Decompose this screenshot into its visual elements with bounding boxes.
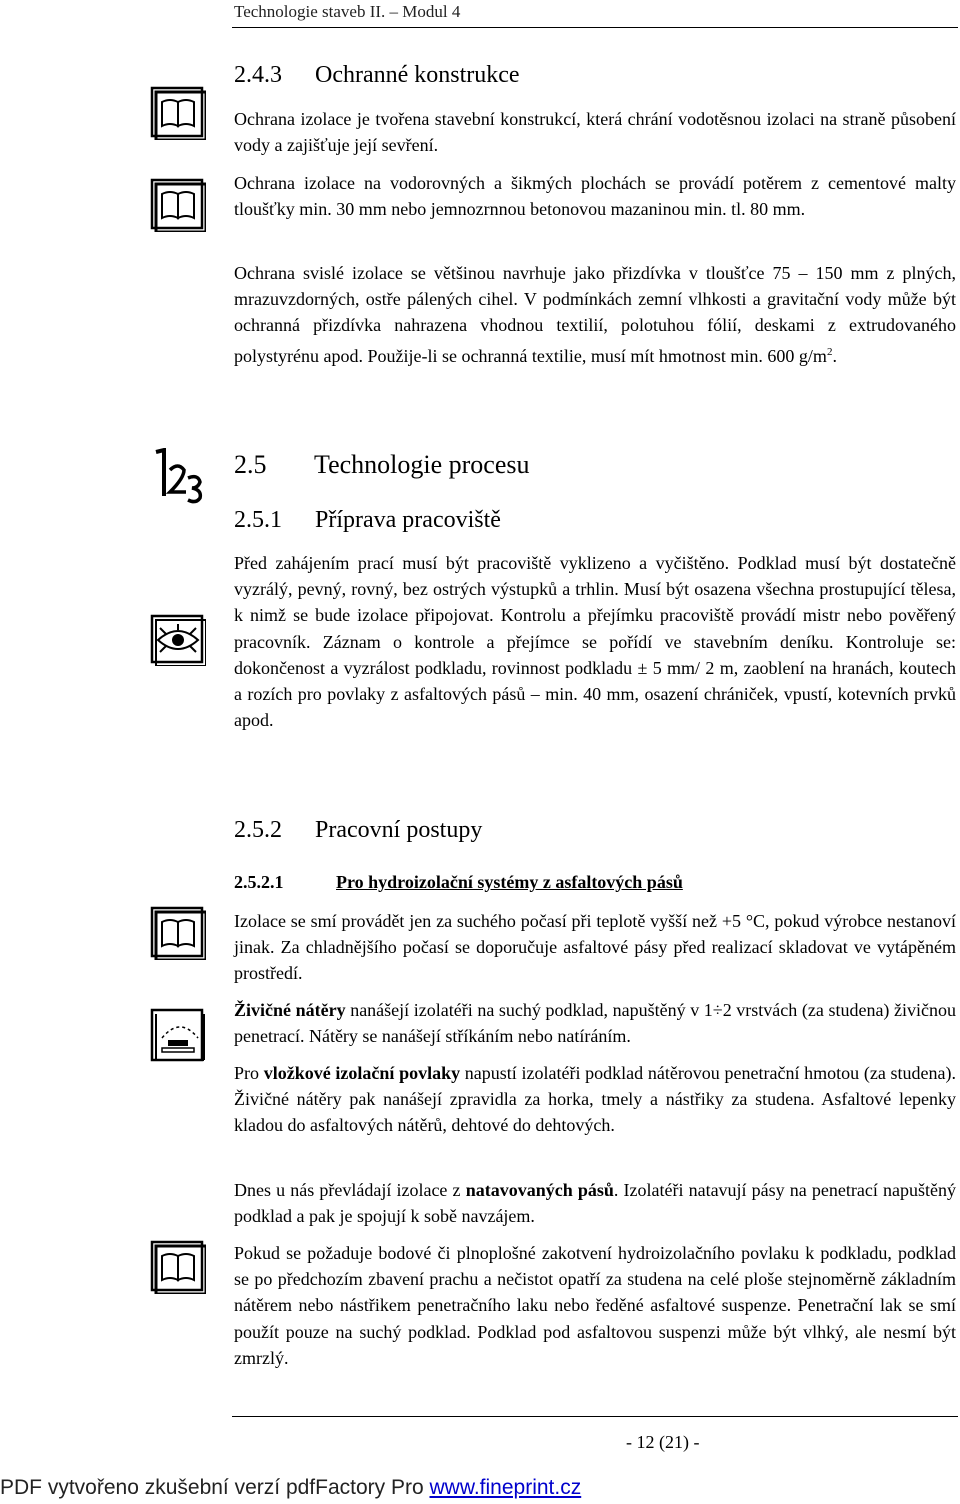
paragraph: Pokud se požaduje bodové či plnoplošné zakotvení hydroizolačního povlaku k podkladu, podklad se po předchozím zbavení prachu a nečistot opatří za studena na celé ploše stejnoměrně základním nátěrem nebo nástřikem penetračního laku nebo ředěné asfaltové suspenze. Penetrační lak se smí použít pouze na suchý podklad. Podklad pod asfaltovou suspenzi může být vlhký, ale nesmí být zmrzlý. xyxy=(234,1243,956,1368)
fineprint-link[interactable]: www.fineprint.cz xyxy=(429,1476,582,1499)
section-title: Technologie procesu xyxy=(314,450,530,479)
section-heading-2-5-1 xyxy=(234,507,501,534)
header-rule xyxy=(232,27,958,28)
footer-rule xyxy=(232,1416,958,1417)
work-layer-icon xyxy=(150,1008,206,1064)
book-icon xyxy=(150,178,206,232)
section-title: Ochranné konstrukce xyxy=(315,62,520,88)
book-icon xyxy=(150,1240,206,1294)
section-number: 2.5.1 xyxy=(234,507,282,533)
numbered-steps-icon xyxy=(150,448,206,504)
book-icon xyxy=(150,86,206,140)
section-heading-2-5 xyxy=(234,450,530,480)
paragraph: Ochrana svislé izolace se většinou navrhuje jako přizdívka v tloušťce 75 – 150 mm z plných, mrazuvzdorných, ostře pálených cihel. V podmínkách zemní vlhkosti a gravitační vody může být ochranná přizdívka nahrazena vhodnou textilií, polotuhou fólií, deskami z extrudovaného polystyrénu apod. Použije-li se ochranná textilie, musí mít hmotnost min. 600 $g/m^2$. xyxy=(234,263,956,366)
running-title: Technologie staveb II. – Modul 4 xyxy=(234,2,461,21)
paragraph: Ochrana izolace na vodorovných a šikmých plochách se provádí potěrem z cementové malty tloušťky min. 30 mm nebo jemnozrnnou betonovou mazaninou min. tl. 80 mm. xyxy=(234,173,956,220)
page-number: - 12 (21) - xyxy=(626,1432,700,1452)
section-heading-2-5-2 xyxy=(234,817,482,844)
section-title: Příprava pracoviště xyxy=(315,507,501,533)
pdf-footer: PDF vytvořeno zkušební verzí pdfFactory Pro www.fineprint.cz xyxy=(0,1476,582,1499)
section-number: 2.5 xyxy=(234,450,267,479)
section-number: 2.5.2 xyxy=(234,817,282,843)
section-title: Pracovní postupy xyxy=(315,817,483,843)
section-heading-2-4-3 xyxy=(234,62,520,89)
paragraph: Dnes u nás převládají izolace z natavovaných pásů. Izolatéři natavují pásy na penetrací napuštěný podklad a pak je spojují k sobě navzájem. xyxy=(234,1180,956,1227)
paragraph: Izolace se smí provádět jen za suchého počasí při teplotě vyšší než +5 °C, pokud výrobce nestanoví jinak. Za chladnějšího počasí se doporučuje asfaltové pásy před realizací skladovat ve vytápěném prostředí. xyxy=(234,911,956,984)
eye-inspection-icon xyxy=(150,614,206,666)
section-number: 2.4.3 xyxy=(234,62,282,88)
section-heading-2-5-2-1 xyxy=(234,872,683,893)
paragraph: Živičné nátěry nanášejí izolatéři na suchý podklad, napuštěný v 1÷2 vrstvách (za studena) živičnou penetrací. Nátěry se nanášejí stříkáním nebo natíráním. xyxy=(234,1000,957,1047)
paragraph: Ochrana izolace je tvořena stavební konstrukcí, která chrání vodotěsnou izolaci na straně působení vody a zajišťuje její sevření. xyxy=(234,109,956,156)
section-number: 2.5.2.1 xyxy=(234,872,284,892)
paragraph: Před zahájením prací musí být pracoviště vyklizeno a vyčištěno. Podklad musí být dostatečně vyzrálý, pevný, rovný, bez ostrých výstupků a trhlin. Musí být osazena všechna prostupující tělesa, k nimž se bude izolace připojovat. Kontrolu a přejímku pracoviště provádí mistr nebo pověřený pracovník. Záznam o kontrole a přejímce se pořídí ve stavebním deníku. Kontroluje se: dokončenost a vyzrálost podkladu, rovinnost podkladu ± 5 mm/ 2 m, zaoblení na hranách, koutech a rozích pro povlaky z asfaltových pásů – min. 40 mm, osazení chrániček, vpustí, kotevních prvků apod. xyxy=(234,553,956,731)
section-title: Pro hydroizolační systémy z asfaltových pásů xyxy=(336,872,683,892)
book-icon xyxy=(150,906,206,960)
paragraph: Pro vložkové izolační povlaky napustí izolatéři podklad nátěrovou penetrační hmotou (za studena). Živičné nátěry pak nanášejí zpravidla za horka, tmely a nástřiky za studena. Asfaltové lepenky kladou do asfaltových nátěrů, dehtové do dehtových. xyxy=(234,1063,956,1136)
